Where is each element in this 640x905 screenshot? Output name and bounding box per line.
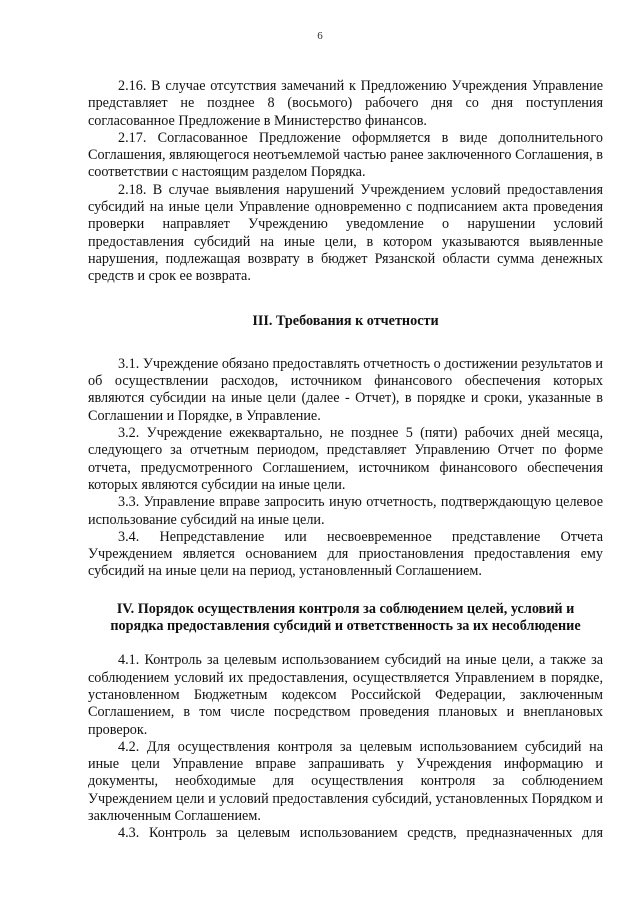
paragraph-4-1: 4.1. Контроль за целевым использованием субсидий на иные цели, а также за соблюдением условий их предоставления, осуществляется Управлением в порядке, установленном Бюджетным кодексом Российской Федерации, заключенным Соглашением, в том числе посредством проведения плановых и внеплановых проверок.	[88, 652, 603, 738]
section-4-heading-line-1: IV. Порядок осуществления контроля за соблюдением целей, условий и	[116, 600, 575, 617]
paragraph-3-2: 3.2. Учреждение ежеквартально, не позднее 5 (пяти) рабочих дней месяца, следующего за отчетным периодом, представляет Управлению Отчет по форме отчета, предусмотренного Соглашением, источником финансового обеспечения которых являются субсидии на иные цели.	[88, 425, 603, 493]
paragraph-4-2: 4.2. Для осуществления контроля за целевым использованием субсидий на иные цели Управление вправе запрашивать у Учреждения информацию и документы, необходимые для осуществления контроля за соблюдением Учреждением цели и условий предоставления субсидий, установленных Порядком и заключенным Соглашением.	[88, 738, 603, 824]
paragraph-4-3: 4.3. Контроль за целевым использованием средств, предназначенных для	[118, 825, 603, 842]
section-4-heading	[88, 601, 603, 636]
paragraph-2-17: 2.17. Согласованное Предложение оформляется в виде дополнительного Соглашения, являющегося неотъемлемой частью ранее заключенного Соглашения, в соответствии с настоящим разделом Порядка.	[88, 129, 603, 181]
document-body	[88, 78, 603, 843]
paragraph-3-1: 3.1. Учреждение обязано предоставлять отчетность о достижении результатов и об осуществлении расходов, источником финансового обеспечения которых являются субсидии на иные цели (далее - Отчет), в порядке и сроки, указанные в Соглашении и Порядке, в Управление.	[88, 355, 603, 424]
section-4-heading-line-2: порядка предоставления субсидий и ответственность за их несоблюдение	[110, 618, 581, 635]
paragraph-3-4: 3.4. Непредставление или несвоевременное представление Отчета Учреждением является основанием для приостановления предоставления ему субсидий на иные цели на период, установленный Соглашением.	[88, 528, 603, 580]
paragraph-2-16: 2.16. В случае отсутствия замечаний к Предложению Учреждения Управление представляет не позднее 8 (восьмого) рабочего дня со дня поступления согласованное Предложение в Министерство финансов.	[88, 78, 603, 129]
section-3-heading: III. Требования к отчетности	[252, 312, 439, 329]
page-number: 6	[317, 30, 323, 42]
paragraph-2-18: 2.18. В случае выявления нарушений Учреждением условий предоставления субсидий на иные цели Управление одновременно с подписанием акта проведения проверки направляет Учреждению уведомление о нарушении условий предоставления субсидий на иные цели, в котором указываются выявленные нарушения, подлежащая возврату в бюджет Рязанской области сумма денежных средств и срок ее возврата.	[88, 181, 603, 285]
paragraph-3-3: 3.3. Управление вправе запросить иную отчетность, подтверждающую целевое использование субсидий на иные цели.	[88, 494, 603, 528]
